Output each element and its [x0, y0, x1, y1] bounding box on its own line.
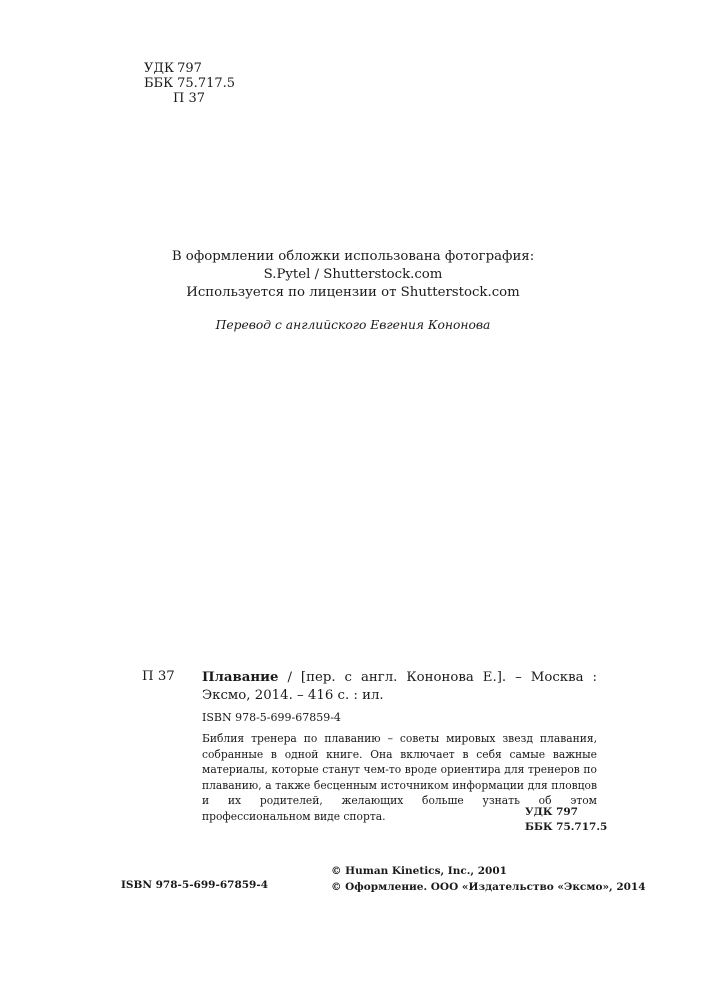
classification-bottom	[525, 805, 607, 835]
catalog-entry	[202, 669, 597, 705]
udk-label: УДК	[144, 61, 175, 76]
bbk-label: ББК	[144, 76, 174, 91]
translation-credit: Перевод с английского Евгения Кононова	[215, 318, 491, 332]
isbn-bottom: ISBN 978-5-699-67859-4	[121, 879, 269, 891]
bbk-code	[144, 77, 235, 91]
cover-credits	[0, 248, 706, 302]
entry-author-mark: П 37	[142, 669, 175, 684]
entry-isbn: ISBN 978-5-699-67859-4	[202, 711, 341, 724]
udk-code	[144, 62, 202, 76]
copyright-block	[331, 863, 646, 895]
author-mark-top: П 37	[173, 91, 206, 106]
bbk-bottom: ББК 75.717.5	[525, 821, 608, 833]
book-abstract: Библия тренера по плаванию – советы мировых звезд плавания, собранные в одной книге. Она включает в себя самые важные материалы, которые станут чем-то вроде ориентира для тренеров по плаванию, а также бесценным источником информации для пловцов и их родителей, желающих больше узнать об этом профессиональном виде спорта.	[202, 732, 597, 823]
udk-bottom: УДК 797	[525, 806, 578, 818]
cover-credit-line-2: S.Pytel / Shutterstock.com	[263, 267, 443, 282]
copyright-line-1: © Human Kinetics, Inc., 2001	[331, 865, 507, 877]
udk-value: 797	[177, 61, 202, 76]
cover-credit-line-3: Используется по лицензии от Shutterstock.com	[186, 285, 520, 300]
cover-credit-line-1: В оформлении обложки использована фотография:	[171, 249, 535, 264]
copyright-line-2: © Оформление. ООО «Издательство «Эксмо», 2014	[331, 881, 646, 893]
book-title: Плавание	[202, 670, 279, 685]
book-description: / [пер. с англ. Кононова Е.]. – Москва : Эксмо, 2014. – 416 с. : ил.	[202, 670, 597, 703]
bbk-value: 75.717.5	[177, 76, 236, 91]
